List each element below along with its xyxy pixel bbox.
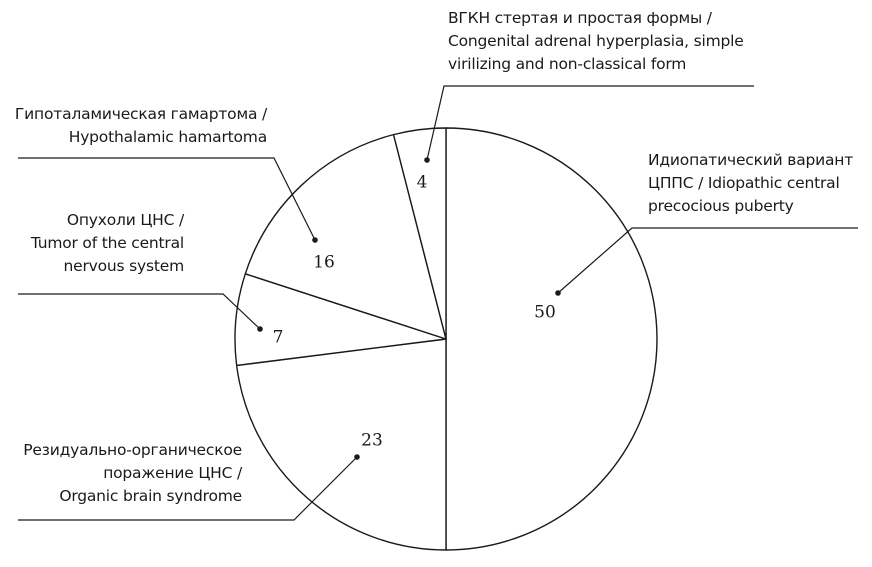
category-label-3-line-2: Tumor of the central bbox=[30, 234, 184, 252]
category-label-3 bbox=[30, 211, 185, 275]
leader-line-3 bbox=[18, 294, 260, 329]
category-label-1-line-3: precocious puberty bbox=[648, 197, 794, 215]
leader-dot-4 bbox=[312, 237, 318, 243]
category-label-1-line-2: ЦППС / Idiopathic central bbox=[648, 174, 840, 192]
pie-slice-1 bbox=[446, 128, 657, 550]
category-label-1-line-1: Идиопатический вариант bbox=[648, 151, 854, 169]
category-label-3-line-3: nervous system bbox=[63, 257, 184, 275]
category-label-3-line-1: Опухоли ЦНС / bbox=[66, 211, 184, 229]
pie-slice-2 bbox=[237, 339, 446, 550]
category-label-5-line-2: Congenital adrenal hyperplasia, simple bbox=[448, 32, 744, 50]
category-label-1 bbox=[648, 151, 853, 215]
category-label-5-line-3: virilizing and non-classical form bbox=[448, 55, 687, 73]
category-label-2-line-2: поражение ЦНС / bbox=[103, 464, 242, 482]
category-label-2 bbox=[23, 441, 243, 505]
category-label-2-line-1: Резидуально-органическое bbox=[23, 441, 242, 459]
category-label-2-line-3: Organic brain syndrome bbox=[59, 487, 242, 505]
value-label-3: 7 bbox=[272, 327, 284, 348]
leader-dot-5 bbox=[424, 157, 430, 163]
leader-dot-3 bbox=[257, 326, 263, 332]
category-label-4-line-2: Hypothalamic hamartoma bbox=[68, 128, 267, 146]
category-label-4 bbox=[15, 105, 268, 146]
category-label-4-line-1: Гипоталамическая гамартома / bbox=[14, 105, 267, 123]
category-label-5 bbox=[448, 9, 744, 73]
leader-dot-2 bbox=[354, 454, 360, 460]
category-label-5-line-1: ВГКН стертая и простая формы / bbox=[448, 9, 712, 27]
value-label-1: 50 bbox=[534, 302, 556, 323]
value-label-4: 16 bbox=[313, 252, 335, 273]
leader-dot-1 bbox=[555, 290, 561, 296]
value-label-2: 23 bbox=[361, 430, 383, 451]
value-label-5: 4 bbox=[416, 172, 428, 193]
